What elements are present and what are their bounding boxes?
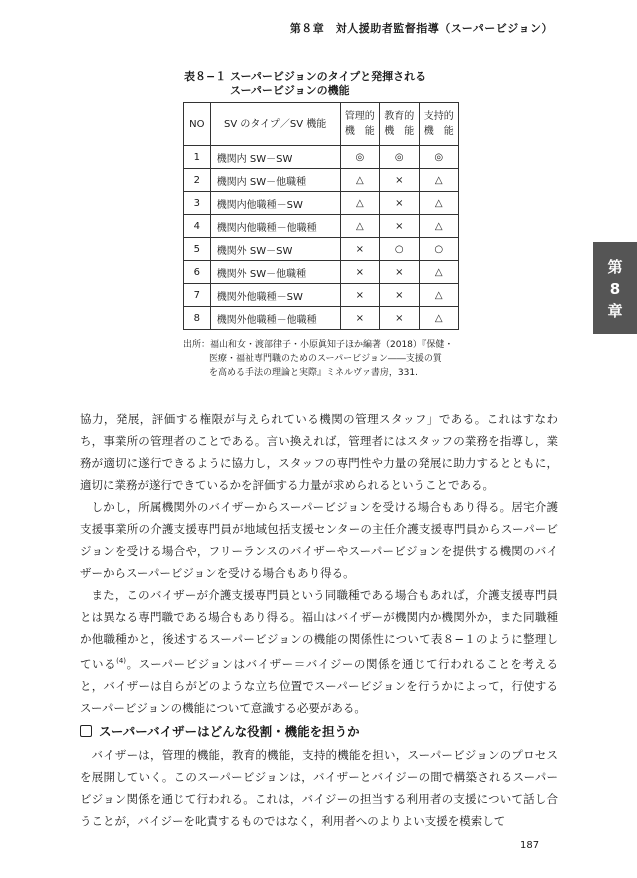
table-row bbox=[184, 146, 459, 169]
cell-managerial: × bbox=[340, 284, 379, 307]
paragraph-1: 協力，発展，評価する権限が与えられている機関の管理スタッフ」である。これはすなわち，事業所の管理者のことである。言い換えれば，管理者にはスタッフの業務を指導し，業務が適切に遂行できるように協力し，スタッフの専門性や力量の発展に助力するとともに，適切に業務が遂行できているかを評価する力量が求められるということである。 bbox=[80, 412, 558, 492]
cell-type: 機関外他職種－SW bbox=[210, 284, 340, 307]
page-number: 187 bbox=[520, 840, 540, 851]
header-managerial: 管理的 機 能 bbox=[340, 103, 379, 146]
source-line2: 医療・福祉専門職のためのスーパービジョン――支援の質 bbox=[209, 354, 442, 364]
cell-supportive: ◎ bbox=[419, 146, 459, 169]
body-text-lower bbox=[80, 744, 558, 832]
table-source bbox=[183, 338, 473, 380]
cell-no: 6 bbox=[184, 261, 211, 284]
cell-educational: ◎ bbox=[380, 146, 419, 169]
cell-supportive: △ bbox=[419, 192, 459, 215]
cell-no: 1 bbox=[184, 146, 211, 169]
cell-type: 機関内他職種－他職種 bbox=[210, 215, 340, 238]
cell-supportive: △ bbox=[419, 261, 459, 284]
table-caption bbox=[184, 70, 426, 98]
chapter-tab-char3: 章 bbox=[607, 302, 623, 320]
section-heading bbox=[80, 722, 360, 740]
running-head: 第８章 対人援助者監督指導（スーパービジョン） bbox=[289, 22, 553, 35]
cell-no: 7 bbox=[184, 284, 211, 307]
table-row bbox=[184, 307, 459, 330]
cell-no: 5 bbox=[184, 238, 211, 261]
cell-type: 機関内他職種－SW bbox=[210, 192, 340, 215]
chapter-tab bbox=[593, 242, 637, 334]
cell-type: 機関外他職種－他職種 bbox=[210, 307, 340, 330]
table-row bbox=[184, 261, 459, 284]
paragraph-4: バイザーは，管理的機能，教育的機能，支持的機能を担い，スーパービジョンのプロセスを展開していく。このスーパービジョンは，バイザーとバイジーの間で構築されるスーパービジョン関係を通じて行われる。これは，バイジーの担当する利用者の支援について話し合うことが，バイジーを叱責するものではなく，利用者へのよりよい支援を模索して bbox=[80, 748, 558, 828]
table-title-line1: スーパービジョンのタイプと発揮される bbox=[230, 70, 427, 83]
source-line3: を高める手法の理論と実際』ミネルヴァ書房，331. bbox=[209, 368, 418, 378]
table-row bbox=[184, 192, 459, 215]
chapter-tab-char1: 第 bbox=[607, 258, 623, 276]
cell-managerial: × bbox=[340, 261, 379, 284]
supervision-type-table bbox=[183, 102, 459, 330]
source-line1: 出所：福山和女・渡部律子・小原眞知子ほか編著（2018）『保健・ bbox=[183, 340, 454, 350]
cell-managerial: △ bbox=[340, 169, 379, 192]
paragraph-2: しかし，所属機関外のバイザーからスーパービジョンを受ける場合もあり得る。居宅介護支援事業所の介護支援専門員が地域包括支援センターの主任介護支援専門員からスーパービジョンを受ける場合や，フリーランスのバイザーやスーパービジョンを提供する機関のバイザーからスーパービジョンを受ける場合もあり得る。 bbox=[80, 500, 558, 580]
cell-managerial: △ bbox=[340, 192, 379, 215]
table-row bbox=[184, 215, 459, 238]
chapter-tab-char2: 8 bbox=[609, 280, 621, 298]
cell-managerial: × bbox=[340, 307, 379, 330]
cell-no: 4 bbox=[184, 215, 211, 238]
cell-educational: × bbox=[380, 215, 419, 238]
paragraph-3: また，このバイザーが介護支援専門員という同職種である場合もあれば，介護支援専門員とは異なる専門職である場合もあり得る。福山はバイザーが機関内か機関外か，また同職種か他職種かと，後述するスーパービジョンの機能の関係性について表８−１のように整理している$^{(4)}$。スーパービジョンはバイザー＝バイジーの関係を通じて行われることを考えると，バイザーは自らがどのような立ち位置でスーパービジョンを行うかによって，行使するスーパービジョンの機能について意識する必要がある。 bbox=[80, 588, 559, 715]
cell-supportive: △ bbox=[419, 307, 459, 330]
cell-educational: ○ bbox=[380, 238, 419, 261]
cell-supportive: △ bbox=[419, 284, 459, 307]
cell-managerial: ◎ bbox=[340, 146, 379, 169]
cell-educational: × bbox=[380, 192, 419, 215]
table-title-line2: スーパービジョンの機能 bbox=[230, 84, 350, 97]
cell-educational: × bbox=[380, 284, 419, 307]
table-row bbox=[184, 284, 459, 307]
cell-educational: × bbox=[380, 307, 419, 330]
footnote-ref: (4) bbox=[116, 657, 127, 665]
checkbox-bullet-icon bbox=[80, 725, 92, 737]
header-no: NO bbox=[184, 103, 211, 146]
cell-type: 機関外 SW－SW bbox=[210, 238, 340, 261]
table-row bbox=[184, 238, 459, 261]
cell-no: 8 bbox=[184, 307, 211, 330]
cell-no: 2 bbox=[184, 169, 211, 192]
section-heading-text: スーパーバイザーはどんな役割・機能を担うか bbox=[99, 724, 360, 739]
cell-managerial: × bbox=[340, 238, 379, 261]
table-number: 表８−１ bbox=[184, 70, 227, 83]
table-header-row bbox=[184, 103, 459, 146]
cell-type: 機関内 SW－他職種 bbox=[210, 169, 340, 192]
cell-educational: × bbox=[380, 261, 419, 284]
cell-supportive: △ bbox=[419, 169, 459, 192]
cell-supportive: ○ bbox=[419, 238, 459, 261]
header-educational: 教育的 機 能 bbox=[380, 103, 419, 146]
cell-no: 3 bbox=[184, 192, 211, 215]
body-text-upper bbox=[80, 408, 558, 719]
cell-educational: × bbox=[380, 169, 419, 192]
cell-type: 機関外 SW－他職種 bbox=[210, 261, 340, 284]
table-row bbox=[184, 169, 459, 192]
header-supportive: 支持的 機 能 bbox=[419, 103, 459, 146]
cell-managerial: △ bbox=[340, 215, 379, 238]
cell-supportive: △ bbox=[419, 215, 459, 238]
header-type: SV のタイプ／SV 機能 bbox=[210, 103, 340, 146]
cell-type: 機関内 SW－SW bbox=[210, 146, 340, 169]
